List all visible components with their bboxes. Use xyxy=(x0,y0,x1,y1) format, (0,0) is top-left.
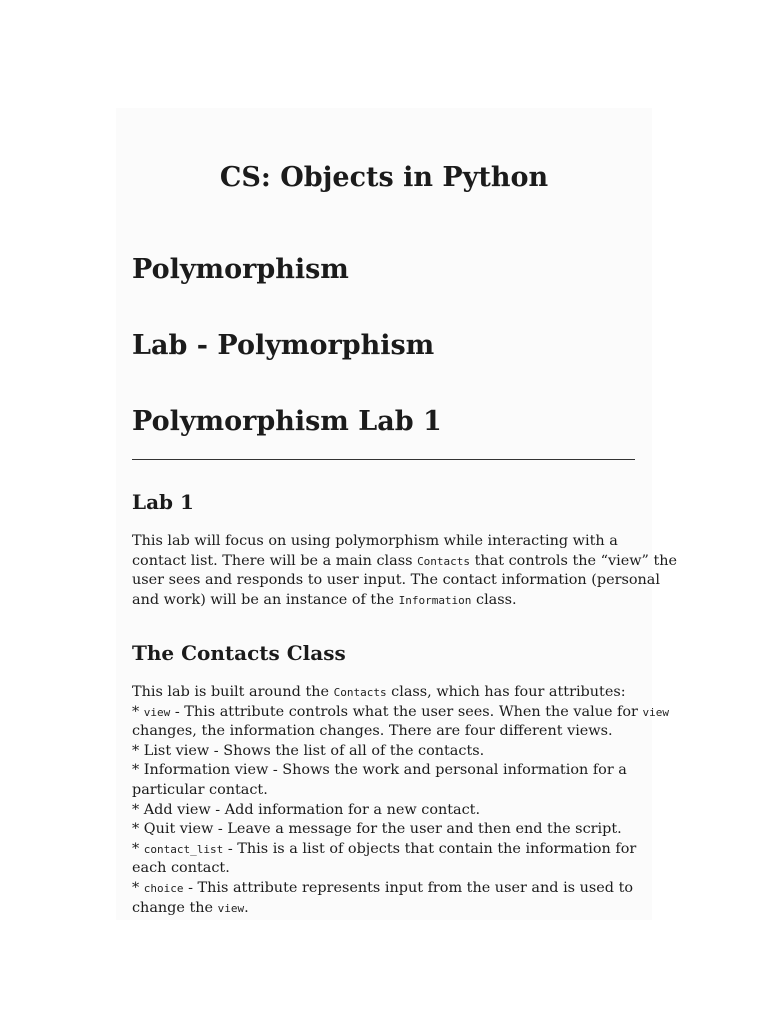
body-line: each contact. xyxy=(132,860,230,877)
lab1-line: and work) will be an instance of the Information class. xyxy=(132,591,517,608)
code-contact-list: contact_list xyxy=(143,842,224,856)
document-title: CS: Objects in Python xyxy=(219,162,549,193)
code-choice: choice xyxy=(143,881,184,895)
body-line: * Add view - Add information for a new contact. xyxy=(132,801,481,818)
body-line: * contact_list - This is a list of objects that contain the information for xyxy=(132,840,637,857)
subsection-heading: Lab - Polymorphism xyxy=(132,330,435,361)
body-line: * List view - Shows the list of all of the contacts. xyxy=(132,742,485,759)
body-line: * Information view - Shows the work and personal information for a xyxy=(132,762,627,779)
document-page xyxy=(116,108,678,920)
section-heading: Polymorphism xyxy=(132,254,349,285)
lab1-paragraph xyxy=(132,532,678,610)
code-contacts: Contacts xyxy=(333,686,387,699)
lab1-line: contact list. There will be a main class Contacts that controls the “view” the xyxy=(132,552,678,569)
code-view: view xyxy=(217,901,245,915)
code-information: Information xyxy=(398,593,472,607)
lab1-line: user sees and responds to user input. The contact information (personal xyxy=(132,572,660,589)
body-line: * Quit view - Leave a message for the user and then end the script. xyxy=(132,821,622,838)
body-line: This lab is built around the Contacts class, which has four attributes: xyxy=(132,684,626,700)
page-heading: Polymorphism Lab 1 xyxy=(132,406,442,437)
body-line: change the view. xyxy=(132,899,249,916)
body-line: * choice - This attribute represents input from the user and is used to xyxy=(132,879,634,896)
body-line: changes, the information changes. There are four different views. xyxy=(132,723,613,740)
contacts-class-heading: The Contacts Class xyxy=(132,641,346,665)
code-contacts: Contacts xyxy=(417,554,471,568)
horizontal-divider xyxy=(132,459,635,460)
body-line: * view - This attribute controls what the user sees. When the value for view xyxy=(132,703,669,720)
code-view: view xyxy=(143,705,171,719)
contacts-class-body xyxy=(132,683,669,918)
body-line: particular contact. xyxy=(132,781,268,798)
lab1-line: This lab will focus on using polymorphism while interacting with a xyxy=(132,533,618,549)
lab1-heading: Lab 1 xyxy=(132,490,194,514)
code-view: view xyxy=(642,705,669,719)
